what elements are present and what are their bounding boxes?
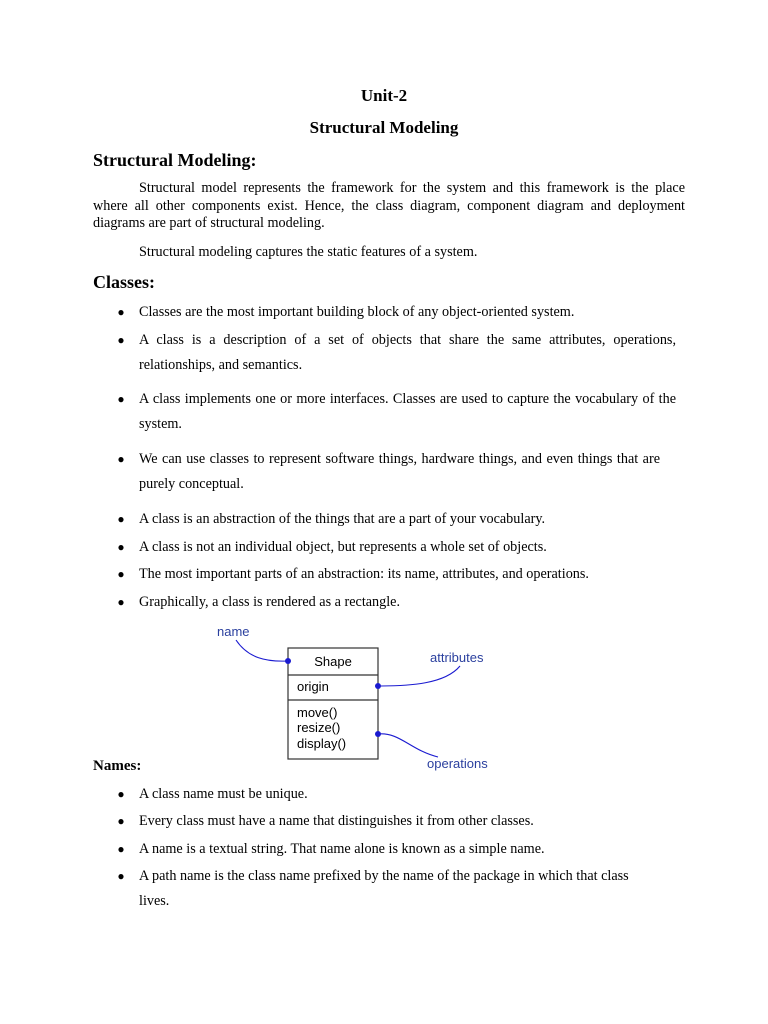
bullet-icon: ●	[117, 842, 125, 856]
bullet-icon: ●	[117, 787, 125, 801]
list-item-text: We can use classes to represent software things, hardware things, and even things that are purely conceptual.	[139, 451, 660, 492]
list-item	[116, 590, 676, 615]
operations-connector	[378, 734, 438, 757]
list-item	[116, 328, 676, 377]
unit-title: Unit-2	[360, 86, 408, 105]
page-title: Structural Modeling	[309, 118, 459, 137]
bullet-icon: ●	[117, 869, 125, 883]
list-item	[116, 864, 661, 913]
label-operations: operations	[427, 756, 488, 771]
list-item-text: Classes are the most important building block of any object-oriented system.	[139, 304, 575, 320]
name-connector-dot	[285, 658, 291, 664]
list-item-text: A class name must be unique.	[139, 786, 308, 802]
bullet-icon: ●	[117, 595, 125, 609]
list-item	[116, 387, 676, 436]
list-item	[116, 507, 676, 532]
label-attributes: attributes	[430, 650, 484, 665]
list-item-text: A name is a textual string. That name alone is known as a simple name.	[139, 841, 545, 857]
bullet-icon: ●	[117, 305, 125, 319]
list-item-text: Graphically, a class is rendered as a rectangle.	[139, 594, 401, 610]
bullet-icon: ●	[117, 567, 125, 581]
attributes-connector	[378, 666, 460, 686]
list-item-text: A path name is the class name prefixed by the name of the package in which that class lives.	[139, 868, 629, 909]
list-item-text: The most important parts of an abstraction: its name, attributes, and operations.	[139, 566, 589, 582]
class-diagram	[200, 620, 510, 780]
list-item	[116, 535, 676, 560]
bullet-icon: ●	[117, 333, 125, 347]
operations-connector-dot	[375, 731, 381, 737]
bullet-icon: ●	[117, 814, 125, 828]
class-name: Shape	[314, 654, 352, 669]
class-operation: resize()	[297, 720, 341, 735]
bullet-icon: ●	[117, 452, 125, 466]
list-item	[116, 809, 676, 834]
list-item	[116, 562, 676, 587]
section-heading-names: Names:	[93, 758, 142, 774]
bullet-icon: ●	[117, 392, 125, 406]
list-item	[116, 300, 676, 325]
attributes-connector-dot	[375, 683, 381, 689]
class-operation: display()	[297, 736, 347, 751]
paragraph: Structural model represents the framework for the system and this framework is the place where all other components exist. Hence, the class diagram, component diagram and deployment diagrams are part of structural modeling.	[93, 180, 685, 231]
bullet-icon: ●	[117, 540, 125, 554]
list-item-text: A class implements one or more interfaces. Classes are used to capture the vocabulary of the system.	[139, 391, 676, 432]
section-heading-classes: Classes:	[93, 272, 155, 292]
list-item	[116, 782, 676, 807]
class-attribute: origin	[297, 679, 329, 694]
list-item	[116, 447, 660, 496]
list-item-text: A class is a description of a set of objects that share the same attributes, operations, relationships, and semantics.	[139, 332, 676, 373]
bullet-icon: ●	[117, 512, 125, 526]
name-connector	[236, 640, 288, 661]
class-operation: move()	[297, 705, 338, 720]
list-item-text: A class is not an individual object, but represents a whole set of objects.	[139, 539, 547, 555]
paragraph: Structural modeling captures the static features of a system.	[139, 244, 478, 260]
list-item	[116, 837, 676, 862]
list-item-text: A class is an abstraction of the things that are a part of your vocabulary.	[139, 511, 546, 527]
label-name: name	[217, 624, 250, 639]
list-item-text: Every class must have a name that distinguishes it from other classes.	[139, 813, 534, 829]
section-heading-structural-modeling: Structural Modeling:	[93, 150, 257, 170]
